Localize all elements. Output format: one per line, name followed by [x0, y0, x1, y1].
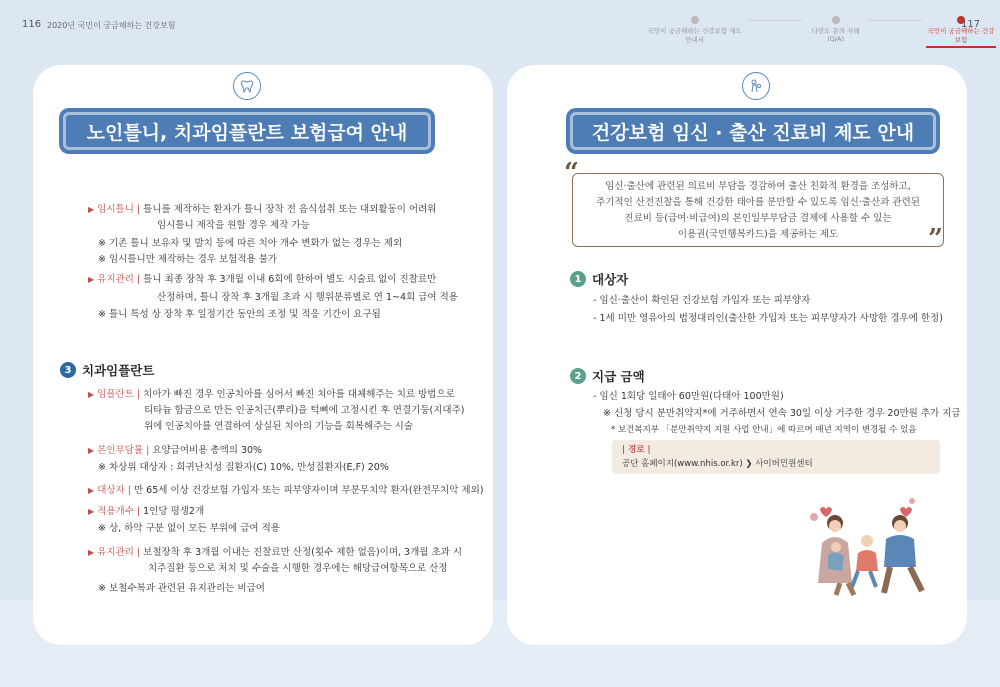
nav-item-qa[interactable]: 다빈도 문의 사례 (Q/A): [802, 16, 869, 43]
tooth-icon: [233, 72, 261, 100]
left-header-title: 2020년 국민이 궁금해하는 건강보험: [47, 21, 176, 30]
left-page-number: 116: [22, 19, 42, 30]
section-2-heading: 2 지급 금액: [570, 367, 645, 385]
amount-footnote: * 보건복지부 「분만취약지 지원 사업 안내」에 따르며 매년 지역이 변경될 수 있음: [611, 425, 917, 435]
temp-denture-item: ▶ 임시틀니 | 틀니를 제작하는 환자가 틀니 장착 전 음식섭취 또는 대외활동이 어려워: [88, 204, 437, 215]
implant-maintenance-note: ※ 보철수복과 관련된 유지관리는 비급여: [98, 583, 265, 594]
bullet-triangle-icon: ▶: [88, 275, 95, 284]
open-quote-icon: “: [564, 158, 579, 188]
nav-item-guide[interactable]: 국민이 궁금해하는 건강보험 제도 안내서: [640, 16, 749, 44]
count-note: ※ 상, 하악 구분 없이 모든 부위에 급여 적용: [98, 523, 280, 534]
intro-quote-box: [572, 173, 944, 247]
page-header: [0, 0, 1000, 44]
chevron-right-icon: ❯: [745, 459, 753, 469]
eligibility-item-2: - 1세 미만 영유아의 법정대리인(출산한 가입자 또는 피부양자가 사망한 경우에 한정): [593, 313, 943, 324]
temp-denture-line2: 임시틀니 제작을 원할 경우 제작 가능: [157, 220, 310, 231]
active-underline: [926, 46, 996, 48]
header-nav: [640, 16, 1000, 48]
amount-note: ※ 신청 당시 분만취약지*에 거주하면서 연속 30일 이상 거주한 경우 20만원 추가 지급: [603, 408, 961, 419]
family-illustration: [800, 495, 945, 600]
copay-item: ▶ 본인부담률 | 요양급여비용 총액의 30%: [88, 445, 263, 456]
section-1-heading: 1 대상자: [570, 270, 628, 288]
mother-baby-icon: [742, 72, 770, 100]
right-page-number: 117: [961, 19, 981, 30]
implant-maintenance-item: ▶ 유지관리 | 보철장착 후 3개월 이내는 진찰료만 산정(횟수 제한 없음)이며, 3개월 초과 시: [88, 547, 463, 558]
bullet-triangle-icon: ▶: [88, 486, 95, 495]
nav-item-faq-active[interactable]: 국민이 궁금해하는 건강보험: [922, 16, 1000, 48]
target-item: ▶ 대상자 | 만 65세 이상 건강보험 가입자 또는 피부양자이며 부분무치악 환자(완전무치악 제외): [88, 485, 484, 496]
route-path: [622, 457, 813, 472]
bullet-triangle-icon: ▶: [88, 390, 95, 399]
nav-divider: [749, 20, 802, 21]
route-link[interactable]: 공단 홈페이지(www.nhis.or.kr): [622, 459, 743, 469]
intro-quote: 임신·출산에 관련된 의료비 부담을 경감하여 출산 친화적 환경을 조성하고, 주기적인 산전진찰을 통해 건강한 태아를 분만할 수 있도록 임신·출산과 관련된 진료비 등(급여·비급여)의 본인일부부담금 결제에 사용할 수 있는 이용권(국민행복카드)을 제공하는 제도: [596, 181, 920, 240]
bullet-triangle-icon: ▶: [88, 205, 95, 214]
temp-denture-note1: ※ 기존 틀니 보유자 및 발치 등에 따른 치아 개수 변화가 없는 경우는 제외: [98, 238, 403, 249]
route-title: | 경로 |: [622, 445, 651, 455]
implant-definition: ▶ 임플란트 | 치아가 빠진 경우 인공치아를 심어서 빠진 치아를 대체해주는 치료 방법으로: [88, 389, 455, 400]
implant-definition-line3: 위에 인공치아를 연결하여 상실된 치아의 기능을 회복해주는 시술: [144, 421, 413, 432]
guide-icon: [691, 16, 699, 24]
route-destination: 사이버민원센터: [755, 459, 813, 469]
right-page-title: 건강보험 임신 · 출산 진료비 제도 안내: [570, 112, 936, 150]
bullet-triangle-icon: ▶: [88, 548, 95, 557]
count-item: ▶ 적용개수 | 1인당 평생2개: [88, 506, 205, 517]
copay-note: ※ 차상위 대상자 : 희귀난치성 질환자(C) 10%, 만성질환자(E,F) 20%: [98, 462, 389, 473]
bullet-triangle-icon: ▶: [88, 446, 95, 455]
section-number-badge: 3: [60, 362, 76, 378]
nav-divider: [869, 20, 922, 21]
section-number-badge: 2: [570, 368, 586, 384]
section-3-heading: 3 치과임플란트: [60, 361, 154, 379]
close-quote-icon: ”: [928, 224, 943, 254]
temp-denture-note2: ※ 임시틀니만 제작하는 경우 보험적용 불가: [98, 254, 278, 265]
maintenance-line2: 산정하며, 틀니 장착 후 3개월 초과 시 행위분류별로 연 1~4회 급여 적용: [157, 292, 458, 303]
qa-icon: [832, 16, 840, 24]
route-box: [612, 440, 940, 474]
left-page-title: 노인틀니, 치과임플란트 보험급여 안내: [63, 112, 431, 150]
eligibility-item-1: - 임신·출산이 확인된 건강보험 가입자 또는 피부양자: [593, 295, 811, 306]
maintenance-item: ▶ 유지관리 | 틀니 최종 장착 후 3개월 이내 6회에 한하여 별도 시술료 없이 진찰료만: [88, 274, 437, 285]
section-number-badge: 1: [570, 271, 586, 287]
amount-item: - 임신 1회당 일태아 60만원(다태아 100만원): [593, 391, 784, 402]
bullet-triangle-icon: ▶: [88, 507, 95, 516]
implant-definition-line2: 티타늄 합금으로 만든 인공치근(뿌리)을 턱뼈에 고정시킨 후 연결기둥(지대주): [144, 405, 465, 416]
maintenance-note: ※ 틀니 특성 상 장착 후 일정기간 동안의 조정 및 적응 기간이 요구됨: [98, 309, 381, 320]
implant-maintenance-line2: 치주질환 등으로 처치 및 수술을 시행한 경우에는 해당급여항목으로 산정: [148, 563, 448, 574]
